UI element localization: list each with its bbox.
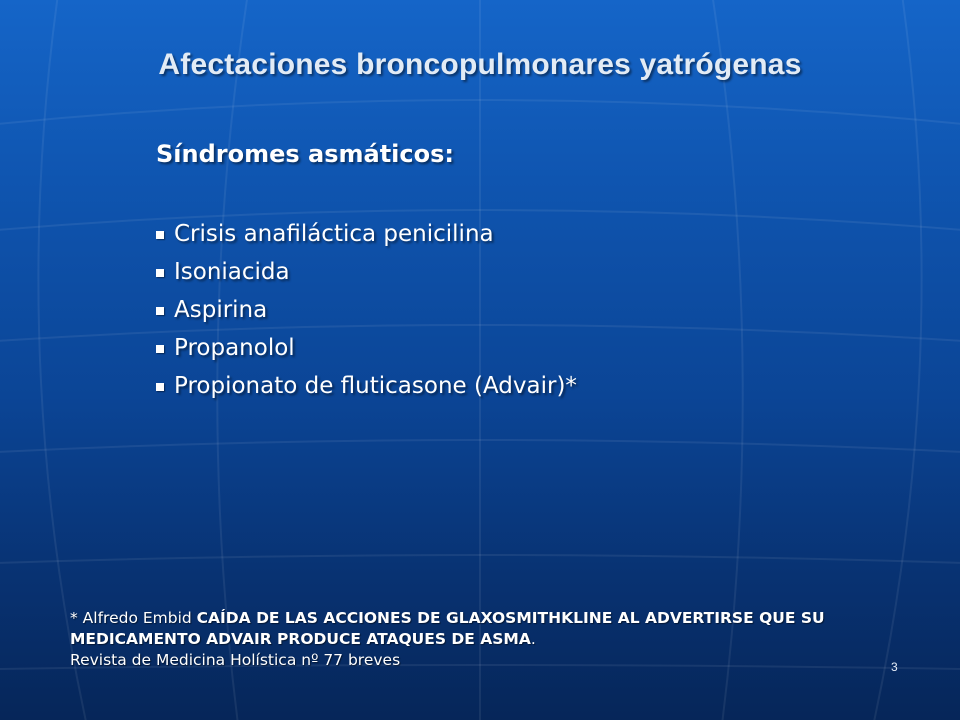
square-bullet-icon — [156, 307, 164, 315]
bullet-text: Aspirina — [174, 297, 268, 323]
bullet-item — [156, 253, 577, 291]
bullet-text: Propanolol — [174, 335, 295, 361]
bullet-text: Propionato de fluticasone (Advair)* — [174, 373, 577, 399]
slide-title: Afectaciones broncopulmonares yatrógenas — [158, 48, 802, 81]
page-number: 3 — [891, 660, 898, 674]
footnote-headline: CAÍDA DE LAS ACCIONES DE GLAXOSMITHKLINE AL ADVERTIRSE QUE SU MEDICAMENTO ADVAIR PRODUCE ATAQUES DE ASMA — [70, 609, 825, 648]
bullet-item — [156, 291, 577, 329]
bullet-item — [156, 367, 577, 405]
bullet-item — [156, 215, 577, 253]
bullet-item — [156, 329, 577, 367]
footnote-period: . — [530, 630, 536, 648]
bullet-text: Crisis anafiláctica penicilina — [174, 221, 494, 247]
square-bullet-icon — [156, 269, 164, 277]
footnote-source: Revista de Medicina Holística nº 77 breves — [70, 651, 401, 669]
square-bullet-icon — [156, 345, 164, 353]
bullet-list — [156, 215, 577, 405]
footnote-author: * Alfredo Embid — [70, 609, 197, 627]
square-bullet-icon — [156, 231, 164, 239]
square-bullet-icon — [156, 383, 164, 391]
section-subtitle: Síndromes asmáticos: — [156, 140, 455, 168]
bullet-text: Isoniacida — [174, 259, 290, 285]
footnote — [70, 608, 890, 671]
